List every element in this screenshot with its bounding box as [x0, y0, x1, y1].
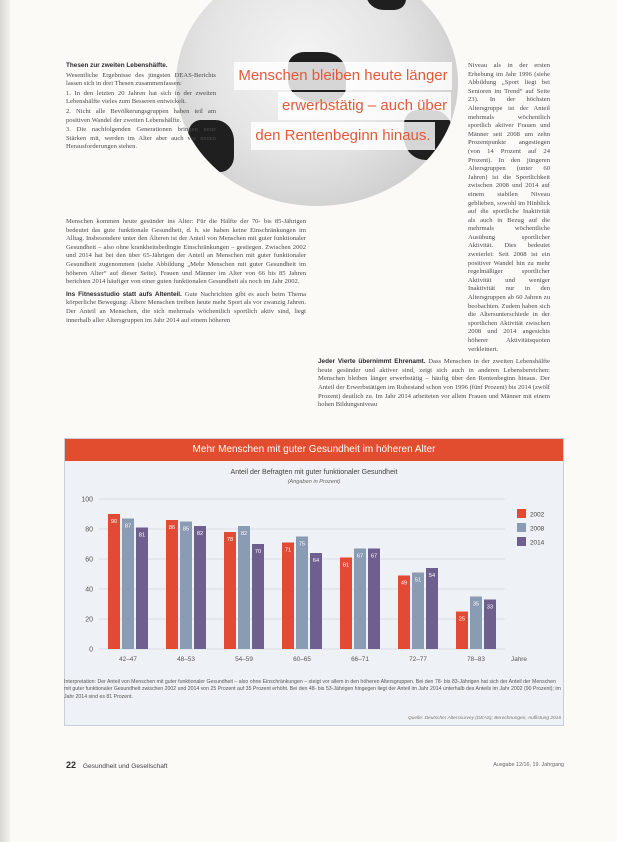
- section-lead-ehrenamt: Jeder Vierte übernimmt Ehrenamt.: [318, 358, 426, 366]
- bar-value-label: 85: [182, 526, 190, 533]
- bar-value-label: 61: [342, 562, 350, 569]
- footer-issue: Ausgabe 12/16, 19. Jahrgang: [493, 762, 564, 768]
- legend-swatch: [517, 509, 526, 518]
- paragraph: 1. In den letzten 20 Jahren hat sich in der zweiten Lebenshälfte vieles zum Besseren entwickelt.: [66, 89, 216, 106]
- bar: [340, 558, 352, 650]
- text-column-left-top: [66, 62, 216, 153]
- footer-section: Gesundheit und Gesellschaft: [82, 763, 168, 770]
- bar: [282, 543, 294, 650]
- bar-value-label: 51: [414, 577, 422, 584]
- bar-value-label: 70: [254, 549, 262, 555]
- bar-value-label: 67: [356, 553, 364, 560]
- bar: [398, 576, 410, 650]
- bar: [122, 519, 134, 650]
- paragraph: 2. Nicht alle Bevölkerungsgruppen haben teil am positiven Wandel der zweiten Lebenshälfte.: [66, 107, 216, 124]
- bar-value-label: 86: [168, 525, 176, 531]
- bar-value-label: 90: [110, 519, 118, 525]
- paragraph: Niveau als in der ersten Erhebung im Jahr 1996 (siehe Abbildung „Sport liegt bei Senioren im Trend“ auf Seite 23). In der höchsten Altersgruppe ist der Anteil mehrmals wöchentlich sportlich aktiver Frauen und Männer seit 2008 um zehn Prozentpunkte angestiegen (von 14 Prozent auf 24 Prozent). In den jüngeren Altersgruppen (unter 60 Jahren) ist die Sportlichkeit zwischen 2008 und 2014 auf einem stabilen Niveau geblieben, sowohl im Hinblick auf die sportliche Inaktivität als auch in Bezug auf die mehrmals wöchentliche Ausübung sportlicher Aktivität. Dies bedeutet zweierlei: Seit 2008 ist ein positiver Wandel hin zu mehr regelmäßiger sportlicher Aktivität und weniger Inaktivität nur in den Altersgruppen ab 60 Jahren zu beobachten. Zudem haben sich die Altersunterschiede in der sportlichen Aktivität zwischen 2008 und 2014 angesichts höherer Aktivitätsquoten verkleinert.: [468, 62, 550, 353]
- bar-value-label: 82: [196, 531, 204, 537]
- x-tick-label: 72–77: [409, 656, 427, 663]
- x-tick-label: 54–59: [235, 656, 253, 663]
- pull-quote-line-3: den Rentenbeginn hinaus.: [251, 122, 434, 150]
- section-lead-thesen: Thesen zur zweiten Lebenshälfte.: [66, 62, 168, 69]
- y-tick-label: 0: [89, 646, 93, 654]
- bar-value-label: 49: [400, 580, 408, 587]
- bar: [108, 514, 120, 649]
- text-column-right: [318, 62, 550, 411]
- paragraph: Dass Menschen in der zweiten Lebenshälfte heute gesünder und aktiver sind, zeigt sich auch in anderen Lebensbereichen: Menschen bleiben länger erwerbstätig – häufig über den Rentenbeginn hinaus. Der Anteil der Erwerbstätigen im Ruhestand schon von 1996 (fünf Prozent) bis 2014 (zwölf Prozent) deutlich zu. Im Jahr 2014 arbeiteten vor allem Frauen und Männer mit einem hohen Bildungsniveau: [318, 358, 550, 409]
- x-tick-label: 48–53: [177, 656, 195, 663]
- bar: [136, 528, 148, 650]
- bar: [224, 532, 236, 649]
- bar-value-label: 82: [240, 531, 248, 537]
- bar-value-label: 64: [312, 558, 320, 564]
- text-column-left-bottom: [66, 218, 306, 326]
- paragraph: 3. Die nachfolgenden Generationen bringen neue Stärken mit, werden im Alter aber auch vor neuen Herausforderungen stehen.: [66, 126, 216, 151]
- paragraph: Menschen kommen heute gesünder ins Alter: Für die Hälfte der 70- bis 85-Jährigen bedeutet das gute funktionale Gesundheit, d. h. sie haben keine Einschränkungen im Alltag. Insbesondere unter den Älteren ist der Anteil von Menschen mit guter funktionaler Gesundheit – also ohne krankheitsbedingte Einschränkungen – gestiegen. Zwischen 2002 und 2014 hat bei den über 65-Jährigen der Anteil an Menschen mit guter funktionaler Gesundheit zugenommen (siehe Abbildung „Mehr Menschen mit guter Gesundheit im höheren Alter“ auf dieser Seite). Frauen und Männer im Alter von 66 bis 85 Jahren berichten 2014 häufiger von einer guten funktionalen Gesundheit als noch im Jahr 2002.: [66, 218, 306, 286]
- y-tick-label: 100: [81, 496, 93, 504]
- page-edge-shadow: [0, 0, 10, 842]
- bar: [310, 553, 322, 649]
- legend-label: 2002: [530, 511, 545, 519]
- chart-caption: Interpretation: Der Anteil von Menschen mit guter funktionaler Gesundheit – also ohne Einschränkungen – steigt vor allem in den höheren Altersgruppen. Bei den 78- bis 83-Jährigen hat sich der Anteil der Menschen mit guter funktionaler Gesundheit zwischen 2002 und 2014 von 25 Prozent auf 35 Prozent erhöht. Bei den 48- bis 53-Jährigen hingegen liegt der Anteil im Jahr 2014 unterhalb des Anteils im Jahr 2002 (90 Prozent); im Jahr 2014 sind es 81 Prozent.: [64, 679, 561, 700]
- paragraph: Gute Nachrichten gibt es auch beim Thema körperliche Bewegung: Ältere Menschen treiben heute mehr Sport als vor zwanzig Jahren. Der Anteil an Menschen, die sich mehrmals wöchentlich sportlich aktiv sind, liegt innerhalb aller Altersgruppen im Jahr 2014 auf einem höheren: [66, 290, 306, 324]
- x-tick-label: 66–71: [351, 656, 369, 663]
- bar-value-label: 78: [226, 537, 234, 543]
- chart-source: Quelle: Deutscher Alterssurvey (DEAS); Berechnungen, Auflistung 2016: [408, 716, 561, 721]
- y-tick-label: 20: [85, 616, 93, 624]
- page-number: 22: [66, 760, 77, 770]
- pull-quote-line-1: Menschen bleiben heute länger: [234, 62, 451, 90]
- y-tick-label: 60: [85, 556, 93, 564]
- bar: [252, 544, 264, 649]
- bar-value-label: 25: [458, 616, 466, 623]
- y-tick-label: 80: [85, 526, 93, 534]
- bar-value-label: 35: [472, 601, 480, 608]
- page-footer: [66, 760, 564, 772]
- bar: [426, 568, 438, 649]
- bar-value-label: 75: [298, 541, 306, 548]
- x-tick-label: 60–65: [293, 656, 311, 663]
- bar: [296, 537, 308, 650]
- section-lead-fitness: Ins Fitnessstudio statt aufs Altenteil.: [66, 290, 182, 298]
- paragraph: Wesentliche Ergebnisse des jüngsten DEAS-Berichts lassen sich in drei Thesen zusammenfassen:: [66, 71, 216, 88]
- legend-label: 2008: [530, 525, 545, 533]
- y-tick-label: 40: [85, 586, 93, 594]
- bar: [194, 526, 206, 649]
- bar-value-label: 54: [428, 573, 436, 579]
- legend-label: 2014: [530, 539, 545, 547]
- legend-swatch: [517, 537, 526, 546]
- x-tick-label: 78–83: [467, 656, 485, 663]
- bar-value-label: 67: [370, 553, 378, 560]
- bar: [238, 526, 250, 649]
- bar: [368, 549, 380, 650]
- chart-subtitle: (Angaben in Prozent): [287, 479, 341, 485]
- bar: [166, 520, 178, 649]
- chart-header: Mehr Menschen mit guter Gesundheit im höheren Alter: [65, 439, 563, 461]
- pull-quote-line-2: erwerbstätig – auch über: [278, 92, 451, 120]
- bar: [180, 522, 192, 650]
- bar-value-label: 81: [138, 532, 146, 539]
- legend-swatch: [517, 523, 526, 532]
- bar: [412, 573, 424, 650]
- bar-value-label: 71: [284, 547, 292, 554]
- x-axis-unit: Jahre: [511, 656, 527, 663]
- bar-value-label: 33: [486, 604, 494, 611]
- x-tick-label: 42–47: [119, 656, 137, 663]
- bar-value-label: 87: [124, 523, 132, 530]
- chart-title: Anteil der Befragten mit guter funktionaler Gesundheit: [230, 469, 398, 476]
- bar: [354, 549, 366, 650]
